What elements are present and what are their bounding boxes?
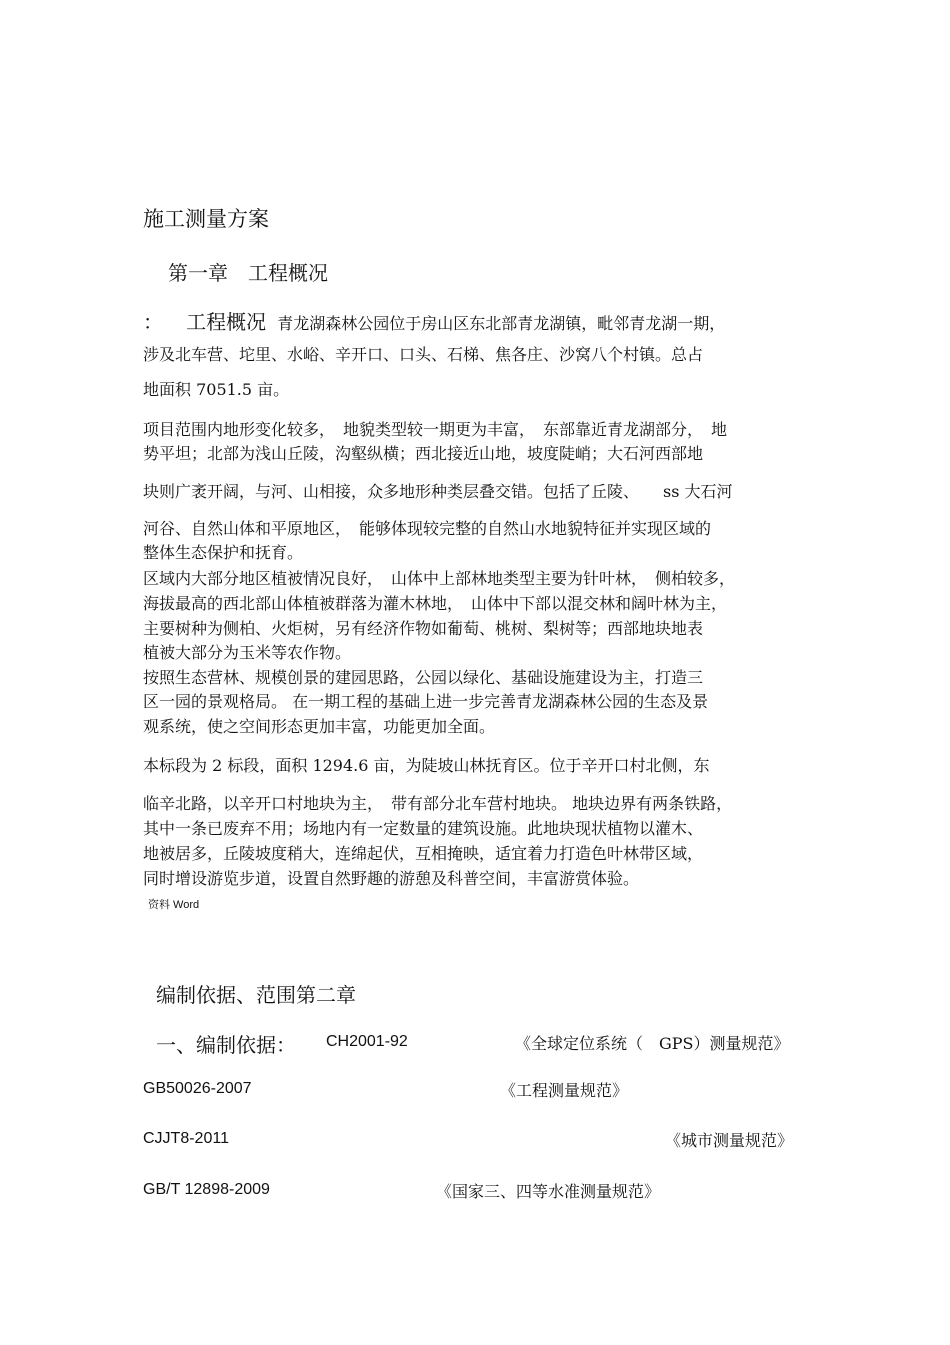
paragraph-1-line-1: 青龙湖森林公园位于房山区东北部青龙湖镇，毗邻青龙湖一期，: [277, 314, 726, 333]
paragraph-1-line-2: 涉及北车营、坨里、水峪、辛开口、口头、石梯、焦各庄、沙窝八个村镇。总占: [143, 345, 704, 364]
reference-code-4: GB/T 12898-2009: [143, 1181, 270, 1198]
paragraph-2-line-4: 河谷、自然山体和平原地区， 能够体现较完整的自然山水地貌特征并实现区域的: [143, 519, 712, 538]
chapter-2-heading: 编制依据、范围第二章: [156, 983, 356, 1007]
paragraph-5-line-1: 本标段为 2 标段，面积 1294.6 亩，为陡坡山林抚育区。位于辛开口村北侧，东: [143, 756, 710, 775]
section-2-title: 一、编制依据：: [156, 1033, 296, 1057]
reference-code-3: CJJT8-2011: [143, 1130, 229, 1147]
section-1-title: 工程概况: [186, 310, 267, 334]
paragraph-3-line-2: 海拔最高的西北部山体植被群落为灌木林地， 山体中下部以混交林和阔叶林为主，: [143, 594, 728, 613]
paragraph-2-line-3: 块则广袤开阔，与河、山相接，众多地形种类层叠交错。包括了丘陵、 ss 大石河: [143, 482, 733, 501]
reference-name-3: 《城市测量规范》: [665, 1131, 794, 1150]
paragraph-2-line-1: 项目范围内地形变化较多， 地貌类型较一期更为丰富， 东部靠近青龙湖部分， 地: [143, 420, 728, 439]
paragraph-4-line-2: 区一园的景观格局。 在一期工程的基础上进一步完善青龙湖森林公园的生态及景: [143, 692, 709, 711]
paragraph-5-line-3: 其中一条已废弃不用；场地内有一定数量的建筑设施。此地块现状植物以灌木、: [143, 819, 704, 838]
reference-name-1: 《全球定位系统（ GPS）测量规范》: [515, 1034, 790, 1053]
paragraph-2-line-2: 势平坦；北部为浅山丘陵，沟壑纵横；西北接近山地，坡度陡峭；大石河西部地: [143, 444, 704, 463]
paragraph-5-line-2: 临辛北路，以辛开口村地块为主， 带有部分北车营村地块。 地块边界有两条铁路，: [143, 794, 733, 813]
paragraph-4-line-3: 观系统，使之空间形态更加丰富，功能更加全面。: [143, 717, 496, 736]
paragraph-3-line-1: 区域内大部分地区植被情况良好， 山体中上部林地类型主要为针叶林， 侧柏较多，: [143, 569, 736, 588]
paragraph-4-line-1: 按照生态营林、规模创景的建园思路，公园以绿化、基础设施建设为主，打造三: [143, 668, 704, 687]
chapter-1-heading: 第一章 工程概况: [168, 261, 328, 285]
footer-note: 资料 Word: [148, 899, 200, 911]
paragraph-3-line-4: 植被大部分为玉米等农作物。: [143, 643, 352, 662]
paragraph-1-line-3: 地面积 7051.5 亩。: [143, 380, 290, 399]
paragraph-3-line-3: 主要树种为侧柏、火炬树，另有经济作物如葡萄、桃树、梨树等；西部地块地表: [143, 619, 704, 638]
reference-code-1: CH2001-92: [326, 1033, 408, 1050]
section-marker: ：: [143, 310, 163, 334]
reference-name-2: 《工程测量规范》: [500, 1081, 629, 1100]
paragraph-5-line-5: 同时增设游览步道，设置自然野趣的游憩及科普空间，丰富游赏体验。: [143, 869, 640, 888]
reference-code-2: GB50026-2007: [143, 1080, 252, 1097]
section-1-heading-line: [143, 306, 725, 336]
paragraph-2-line-5: 整体生态保护和抚育。: [143, 543, 304, 562]
reference-name-4: 《国家三、四等水准测量规范》: [436, 1182, 661, 1201]
document-title: 施工测量方案: [143, 207, 269, 231]
paragraph-5-line-4: 地被居多，丘陵坡度稍大，连绵起伏，互相掩映，适宜着力打造色叶林带区域，: [143, 844, 704, 863]
